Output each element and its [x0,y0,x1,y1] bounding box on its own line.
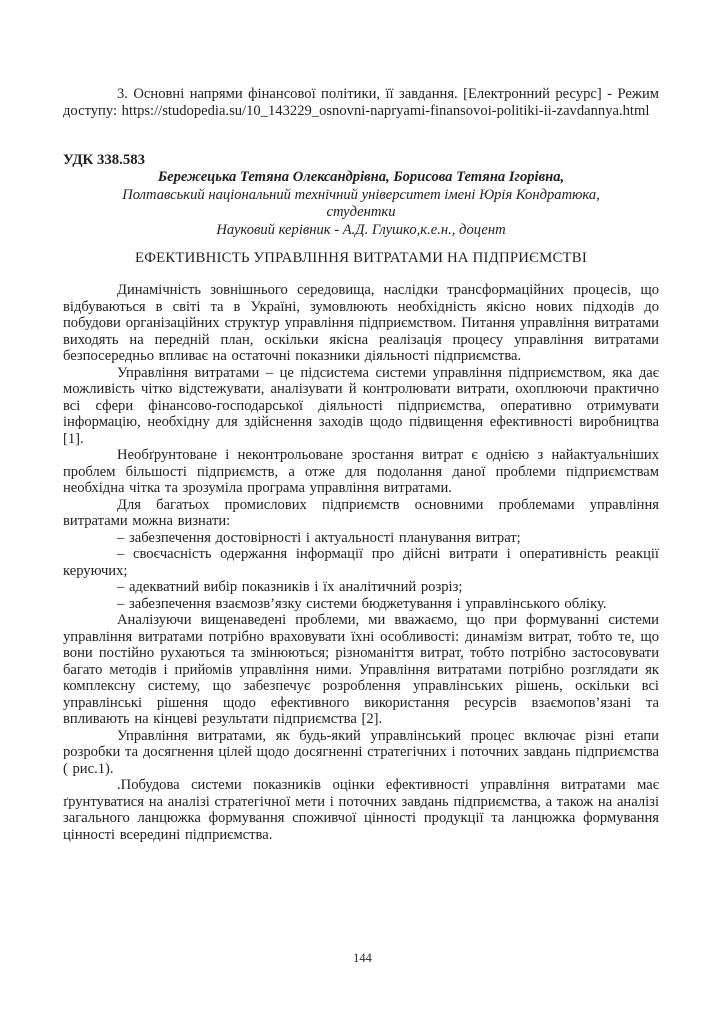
list-item: – адекватний вибір показників і їх аналітичний розріз; [117,579,463,595]
authors-line: Бережецька Тетяна Олександрівна, Борисова Тетяна Ігорівна, [157,169,565,185]
paragraph: Управління витратами – це підсистема системи управління підприємством, яка дає можливість чітко відстежувати, аналізувати й контролювати витрати, охоплюючи практично всі сфери фінансово-господарської діяльності підприємства, оперативно отримувати інформацію, необхідну для здійснення заходів щодо підвищення ефективності виробництва [1]. [63,364,659,447]
spacer [63,239,659,250]
article-title: ЕФЕКТИВНІСТЬ УПРАВЛІННЯ ВИТРАТАМИ НА ПІДПРИЄМСТВІ [135,250,587,266]
paragraph: Необґрунтоване і неконтрольоване зростання витрат є однією з найактуальніших проблем більшості підприємств, а отже для подолання даної проблеми підприємствам необхідна чітка та зрозуміла програма управління витратами. [63,447,659,496]
reference-item: 3. Основні напрями фінансової політики, її завдання. [Електронний ресурс] - Режим доступу: https://studopedia.su/10_143229_osnovni-napryami-finansovoi-politiki-ii-zavdannya.html [63,86,659,119]
author-role-line: студентки [326,204,396,220]
page-content [63,86,659,843]
paragraph: Управління витратами, як будь-який управлінський процес включає різні етапи розробки та досягнення цілей щодо досягненні стратегічних і поточних завдань підприємства ( рис.1). [63,727,659,777]
udc-code: УДК 338.583 [63,152,146,168]
page-number: 144 [353,951,372,965]
affiliation-line: Полтавський національний технічний університет імені Юрія Кондратюка, [122,186,600,203]
list-item: – забезпечення достовірності і актуальності планування витрат; [117,529,521,546]
paragraph: .Побудова системи показників оцінки ефективності управління витратами має ґрунтуватися на аналізі стратегічної мети і поточних завдань підприємства, а також на аналізі загального ланцюжка формування споживчої цінності продукції та ланцюжка формування цінності всередині підприємства. [63,777,659,843]
list-item: – своєчасність одержання інформації про дійсні витрати і оперативність реакції керуючих; [63,546,659,579]
list-item: – забезпечення взаємозв’язку системи бюджетування і управлінського обліку. [117,595,607,612]
paragraph: Динамічність зовнішнього середовища, наслідки трансформаційних процесів, що відбуваються в світі та в Україні, зумовлюють необхідність якісно нових підходів до побудови організаційних структур управління підприємством. Питання управління витратами виходять на передній план, оскільки якісна реалізація процесу управління витратами безпосередньо впливає на остаточні показники діяльності підприємства. [63,282,659,364]
advisor-line: Науковий керівник - А.Д. Глушко,к.е.н., доцент [216,221,506,238]
paragraph: Аналізуючи вищенаведені проблеми, ми вважаємо, що при формуванні системи управління витратами потрібно враховувати їхні особливості: динамізм витрат, тобто те, що вони постійно рухаються та змінюються; різноманіття витрат, тобто потрібно застосовувати багато методів і прийомів управління ними. Управління витратами потрібно розглядати як комплексну систему, що забезпечує розроблення управлінських рішень, оскільки всі управлінські рішення щодо ефективного використання ресурсів взаємопов’язані та впливають на кінцеві результати підприємства [2]. [63,612,659,727]
spacer [63,267,659,282]
paragraph: Для багатьох промислових підприємств основними проблемами управління витратами можна визнати: [63,496,659,529]
spacer [63,119,659,152]
